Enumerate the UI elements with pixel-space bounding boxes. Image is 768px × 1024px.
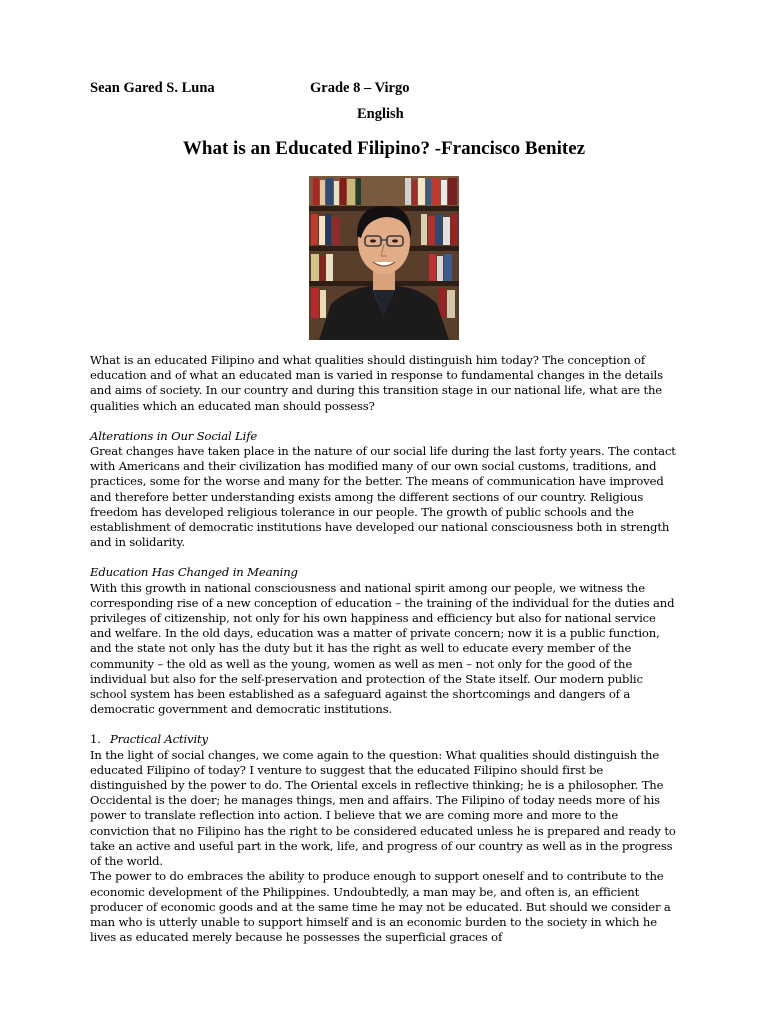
- section-paragraph: With this growth in national consciousness and national spirit among our people, we witness the corresponding rise of a new conception of education – the training of the individual for the duties and privileges of citizenship, not only for his own happiness and efficiency but also for national service and welfare. In the old days, education was a matter of private concern; now it is a public function, and the state not only has the duty but it has the right as well to educate every member of the community – the old as well as the young, women as well as men – not only for the good of the individual but also for the self-preservation and protection of the State itself. Our modern public school system has been established as a safeguard against the shortcomings and dangers of a democratic government and democratic institutions.: [90, 580, 675, 717]
- section-number: 1.: [90, 732, 101, 747]
- section-heading-text: Practical Activity: [110, 732, 208, 747]
- grade-section: Grade 8 – Virgo: [310, 80, 410, 96]
- author-portrait-photo: [309, 176, 459, 340]
- section-heading-social-life: Alterations in Our Social Life: [90, 428, 258, 443]
- student-name: Sean Gared S. Luna: [90, 80, 215, 96]
- intro-paragraph: What is an educated Filipino and what qualities should distinguish him today? The conception of education and of what an educated man is varied in response to fundamental changes in the details and aims of society. In our country and during this transition stage in our national life, what are the qualities which an educated man should possess?: [90, 353, 663, 413]
- section-paragraph: Great changes have taken place in the nature of our social life during the last forty years. The contact with Americans and their civilization has modified many of our own social customs, traditions, and practices, some for the worse and many for the better. The means of communication have improved and therefore better understanding exists among the different sections of our country. Religious freedom has developed religious tolerance in our people. The growth of public schools and the establishment of democratic institutions have developed our national consciousness both in strength and in solidarity.: [90, 444, 676, 550]
- document-title: What is an Educated Filipino? -Francisco Benitez: [182, 138, 586, 159]
- section-paragraph: In the light of social changes, we come again to the question: What qualities should distinguish the educated Filipino of today? I venture to suggest that the educated Filipino should first be distinguished by the power to do. The Oriental excels in reflective thinking; he is a philosopher. The Occidental is the doer; he manages things, men and affairs. The Filipino of today needs more of his power to translate reflection into action. I believe that we are coming more and more to the conviction that no Filipino has the right to be considered educated unless he is prepared and ready to take an active and useful part in the work, life, and progress of our country as well as in the progress of the world.: [90, 747, 676, 869]
- document-body: [90, 353, 680, 945]
- subject-label: English: [357, 106, 404, 122]
- section-heading-practical-activity: [90, 732, 680, 747]
- section-paragraph: The power to do embraces the ability to produce enough to support oneself and to contribute to the economic development of the Philippines. Undoubtedly, a man may be, and often is, an efficient producer of economic goods and at the same time he may not be educated. But should we consider a man who is utterly unable to support himself and is an economic burden to the society in which he lives as educated merely because he possesses the superficial graces of: [90, 869, 671, 945]
- section-heading-education-meaning: Education Has Changed in Meaning: [90, 565, 298, 580]
